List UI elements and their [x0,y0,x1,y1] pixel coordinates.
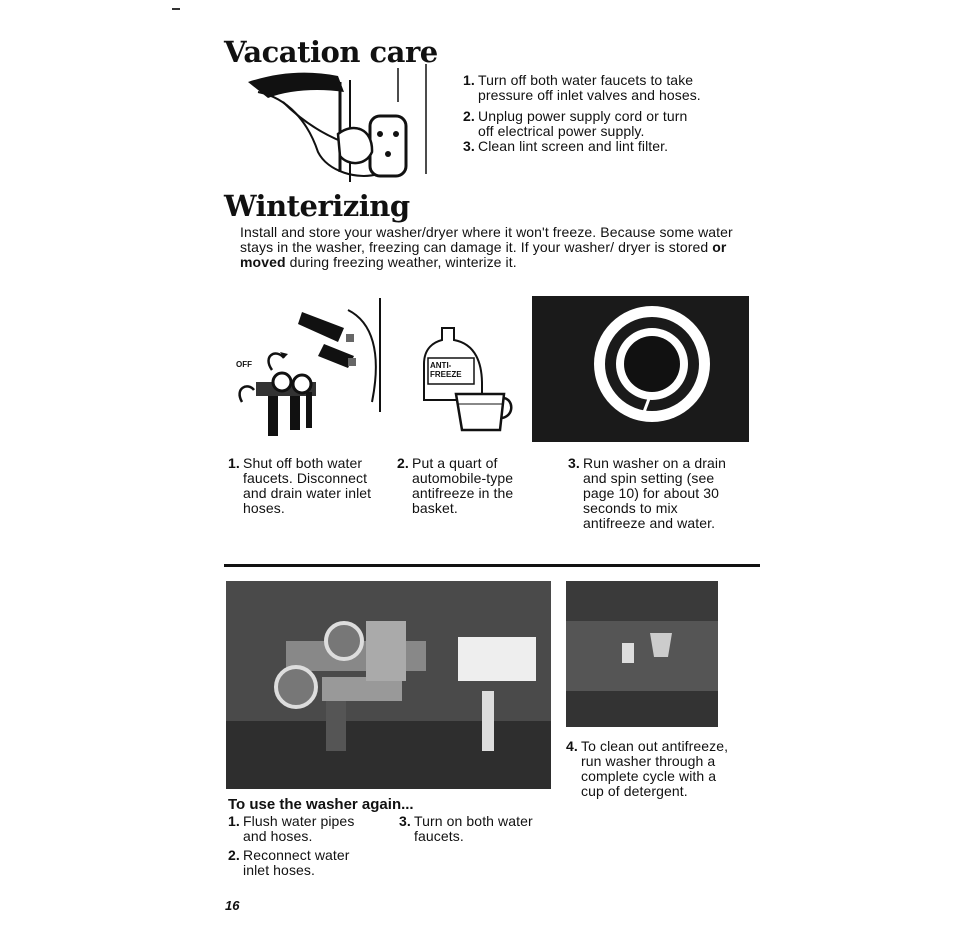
use-again-steps-right [399,814,559,844]
list-item: 2. Reconnect water inlet hoses. [228,847,350,878]
list-item: 3. Turn on both water faucets. [399,813,533,844]
winterizing-step-1 [228,456,383,516]
washer-drum-photo [532,296,749,442]
list-item: 1. Shut off both water faucets. Disconnect and drain water inlet hoses. [228,455,372,516]
vacation-steps [463,73,703,154]
section-divider [224,564,760,567]
faucet-photo [226,581,551,789]
use-again-title: To use the washer again... [228,796,414,813]
winterizing-step-3 [568,456,736,531]
list-item: 2. Put a quart of automobile-type antifreeze in the basket. [397,455,514,516]
list-item: 1. Turn off both water faucets to take pressure off inlet valves and hoses. [463,72,701,103]
margin-mark [172,8,180,10]
off-label: OFF [236,360,252,369]
antifreeze-bottle-illustration [416,324,516,434]
detergent-photo [566,581,718,727]
hand-faucet-illustration [248,62,438,190]
winterizing-intro: Install and store your washer/dryer where it won't freeze. Because some water stays in the washer, freezing can damage it. If your washer/ dryer is stored or moved during freezing weather, winterize it. [240,224,733,270]
faucet-shutoff-illustration [232,292,388,444]
page-number: 16 [225,898,240,913]
winterizing-step-4 [566,739,736,799]
winterizing-title: Winterizing [224,189,410,223]
list-item: 2. Unplug power supply cord or turn off electrical power supply. [463,108,688,139]
use-again-steps-left [228,814,378,878]
list-item: 4. To clean out antifreeze, run washer through a complete cycle with a cup of detergent. [566,738,729,799]
bottle-label: ANTI- FREEZE [430,361,462,379]
list-item: 3. Clean lint screen and lint filter. [463,138,669,154]
vacation-care-title: Vacation care [224,35,438,69]
winterizing-step-2 [397,456,557,516]
list-item: 3. Run washer on a drain and spin setting (see page 10) for about 30 seconds to mix antifreeze and water. [568,455,726,531]
list-item: 1. Flush water pipes and hoses. [228,813,355,844]
